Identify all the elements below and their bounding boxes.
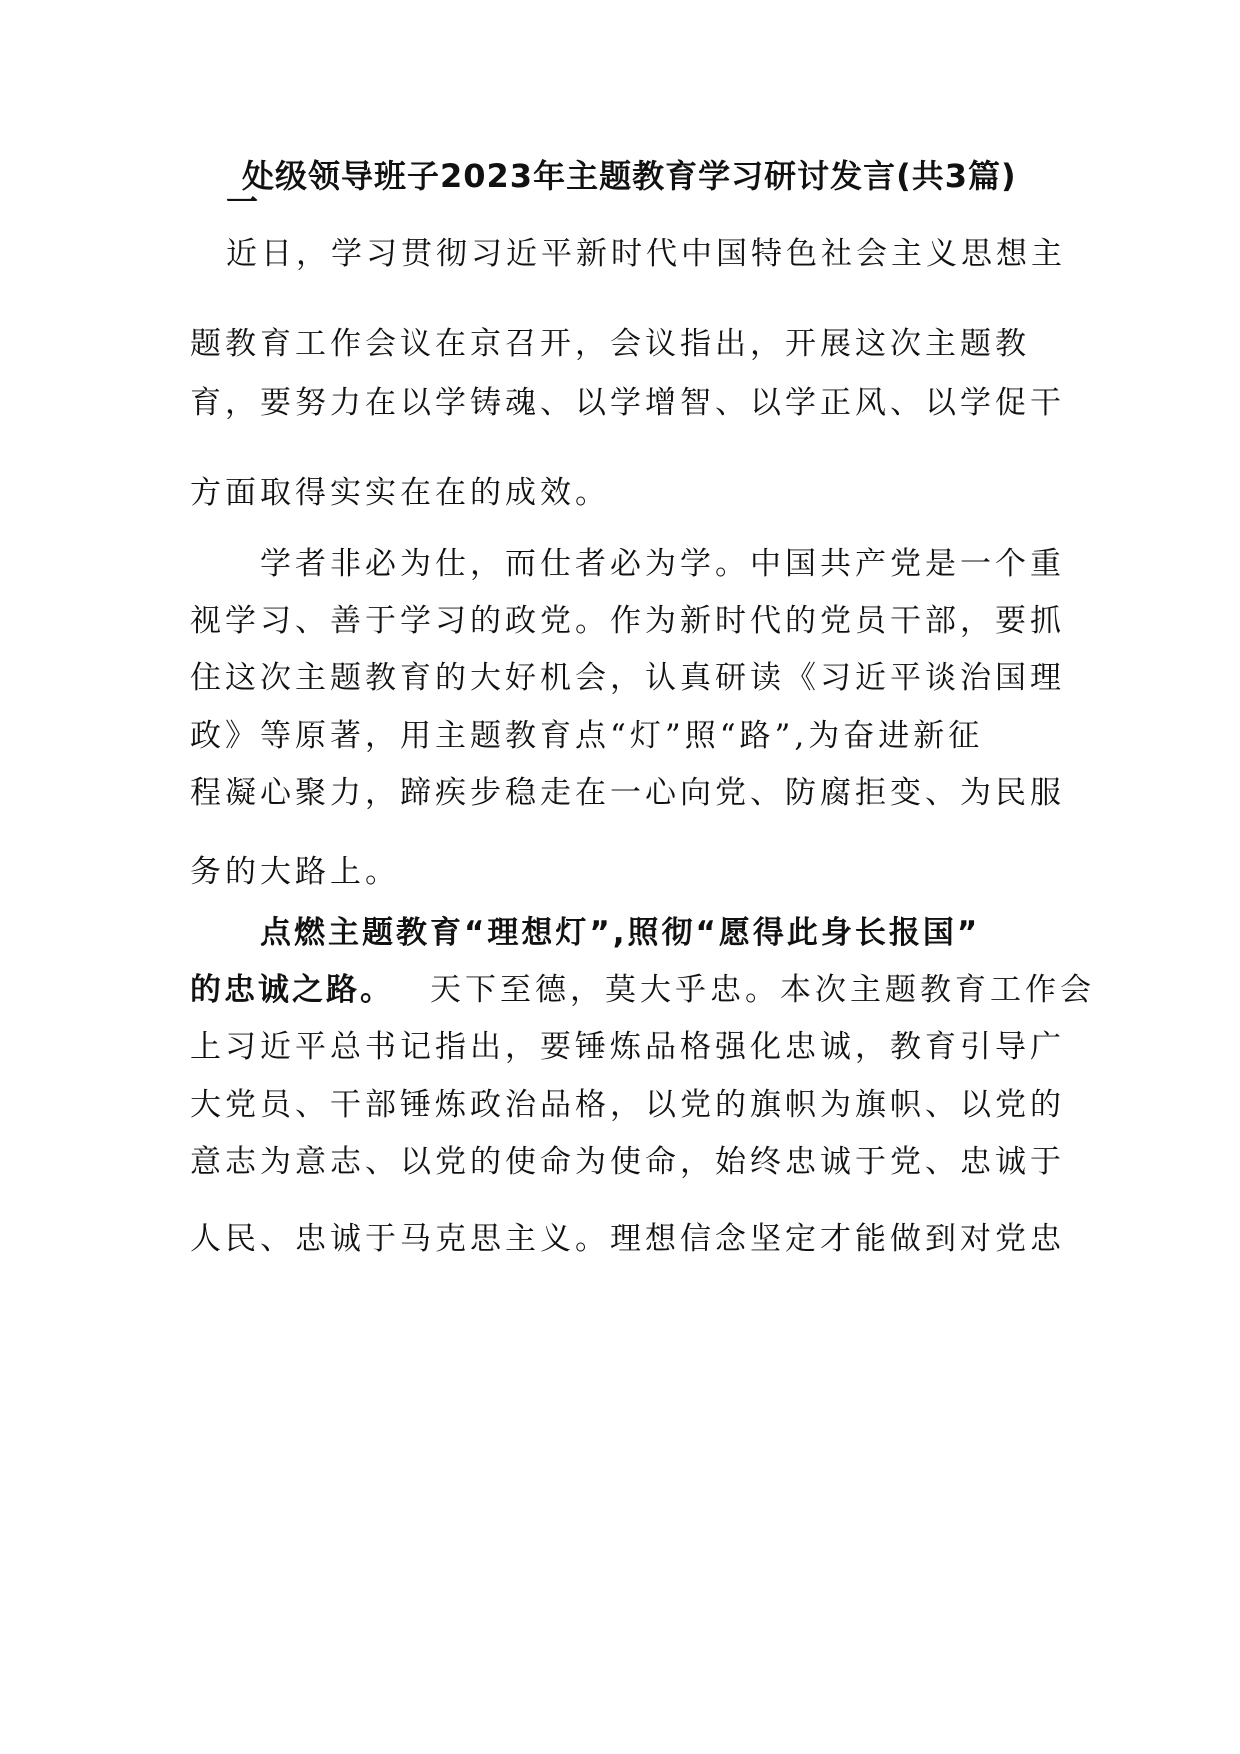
paragraph-line: 人民、忠诚于马克思主义。理想信念坚定才能做到对党忠 [190, 1221, 1065, 1257]
paragraph-line: 意志为意志、以党的使命为使命，始终忠诚于党、忠诚于 [190, 1144, 1065, 1180]
paragraph-line: 视学习、善于学习的政党。作为新时代的党员干部，要抓 [190, 603, 1065, 639]
paragraph-line: 学者非必为仕，而仕者必为学。中国共产党是一个重 [260, 546, 1065, 582]
paragraph-line: 近日，学习贯彻习近平新时代中国特色社会主义思想主 [226, 236, 1066, 272]
section-first-line [190, 968, 1095, 1012]
document-title: 处级领导班子2023年主题教育学习研讨发言(共3篇) [242, 157, 1017, 195]
part-number: 一 [226, 183, 259, 221]
paragraph-line: 题教育工作会议在京召开，会议指出，开展这次主题教 [190, 326, 1030, 362]
paragraph-line: 住这次主题教育的大好机会，认真研读《习近平谈治国理 [190, 660, 1065, 696]
paragraph-line: 务的大路上。 [190, 854, 400, 890]
paragraph-line: 政》等原著，用主题教育点“灯”照“路”,为奋进新征 [190, 718, 984, 754]
section-heading: 点燃主题教育“理想灯”,照彻“愿得此身长报国” [260, 915, 981, 951]
paragraph-line: 方面取得实实在在的成效。 [190, 475, 610, 511]
paragraph-line: 程凝心聚力，蹄疾步稳走在一心向党、防腐拒变、为民服 [190, 775, 1065, 811]
paragraph-line: 大党员、干部锤炼政治品格，以党的旗帜为旗帜、以党的 [190, 1087, 1065, 1123]
section-heading-end: 的忠诚之路。 [190, 972, 394, 1008]
section-text: 天下至德，莫大乎忠。本次主题教育工作会 [430, 972, 1095, 1008]
paragraph-line: 育，要努力在以学铸魂、以学增智、以学正风、以学促干 [190, 385, 1065, 421]
paragraph-line: 上习近平总书记指出，要锤炼品格强化忠诚，教育引导广 [190, 1029, 1065, 1065]
